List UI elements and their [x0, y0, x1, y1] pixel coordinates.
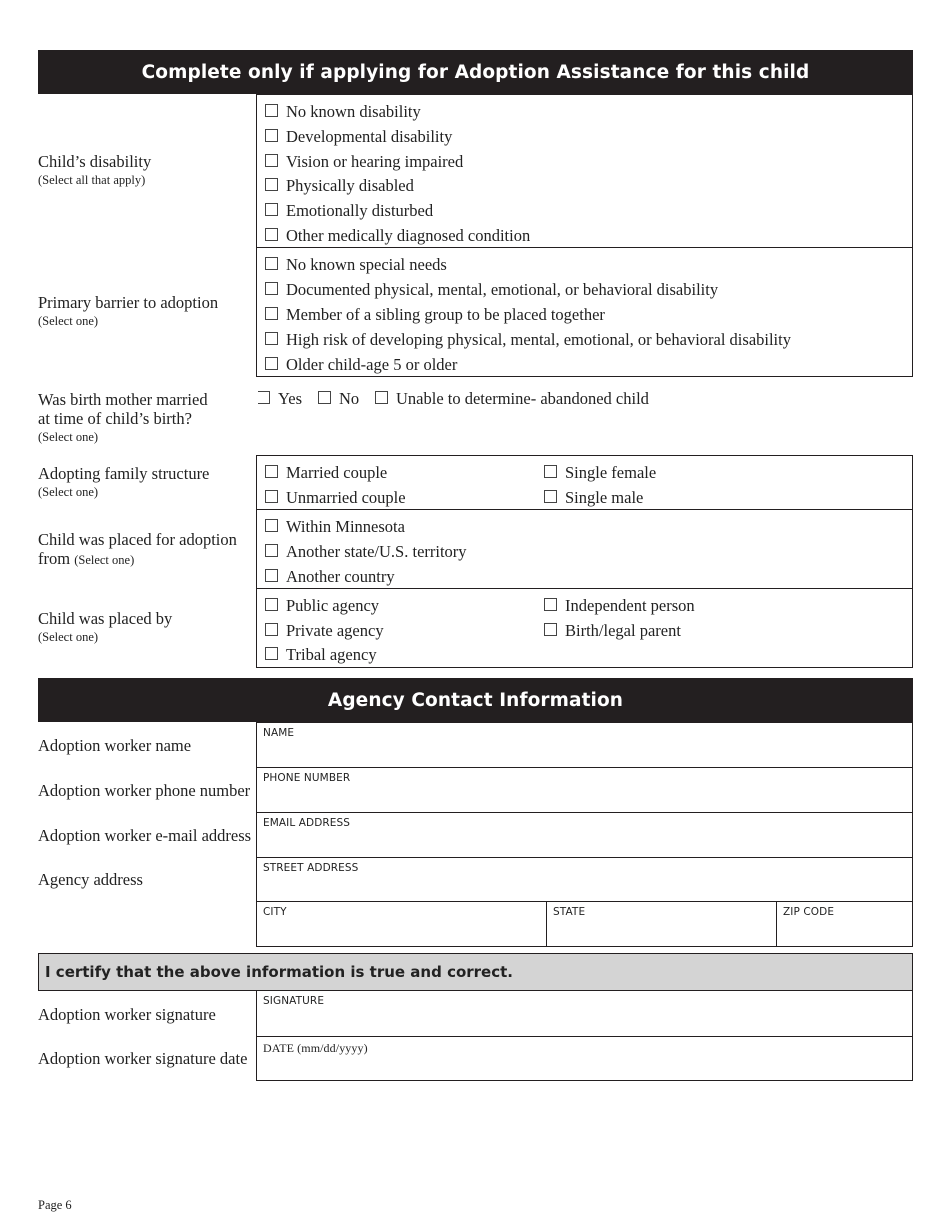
- worker-phone-input[interactable]: [263, 789, 906, 809]
- worker-email-field[interactable]: [256, 812, 913, 858]
- signature-date-field[interactable]: [256, 1036, 913, 1081]
- city-field-label: CITY: [263, 906, 287, 918]
- placed-by-sublabel: (Select one): [38, 630, 99, 644]
- zip-code-field[interactable]: [776, 901, 913, 947]
- family-option-unmarried-couple[interactable]: Unmarried couple: [265, 488, 406, 508]
- placed-from-option-minnesota[interactable]: Within Minnesota: [265, 517, 405, 537]
- birth-mother-options-box: [256, 376, 913, 456]
- family-option-single-female[interactable]: Single female: [544, 463, 656, 483]
- placed-from-option-another-state[interactable]: Another state/U.S. territory: [265, 542, 467, 562]
- checkbox[interactable]: [318, 391, 331, 404]
- disability-label: Child’s disability (Select all that apply): [38, 152, 151, 190]
- barrier-option-older-child[interactable]: Older child-age 5 or older: [265, 355, 457, 375]
- checkbox[interactable]: [265, 569, 278, 582]
- barrier-option-high-risk[interactable]: High risk of developing physical, mental, emotional, or behavioral disability: [265, 330, 791, 350]
- birth-mother-sublabel: (Select one): [38, 430, 99, 444]
- agency-contact-title: Agency Contact Information: [327, 689, 624, 711]
- checkbox[interactable]: [265, 307, 278, 320]
- street-address-field[interactable]: [256, 857, 913, 902]
- city-field[interactable]: [256, 901, 547, 947]
- checkbox[interactable]: [265, 228, 278, 241]
- signature-label: Adoption worker signature: [38, 1005, 216, 1024]
- disability-option-physical[interactable]: Physically disabled: [265, 176, 414, 196]
- signature-input[interactable]: [263, 1013, 906, 1033]
- placed-by-option-birth-legal-parent[interactable]: Birth/legal parent: [544, 621, 681, 641]
- barrier-option-no-special-needs[interactable]: No known special needs: [265, 255, 447, 275]
- adoption-assistance-header: [38, 50, 913, 94]
- checkbox[interactable]: [265, 257, 278, 270]
- certification-statement: I certify that the above information is true and correct.: [38, 953, 913, 991]
- signature-field[interactable]: [256, 990, 913, 1037]
- placed-by-option-private-agency[interactable]: Private agency: [265, 621, 384, 641]
- worker-email-field-label: EMAIL ADDRESS: [263, 817, 351, 829]
- barrier-sublabel: (Select one): [38, 314, 99, 328]
- disability-option-other-medical[interactable]: Other medically diagnosed condition: [265, 226, 530, 246]
- border-mask-left: [256, 377, 258, 455]
- family-option-married-couple[interactable]: Married couple: [265, 463, 387, 483]
- worker-email-label: Adoption worker e-mail address: [38, 826, 252, 845]
- disability-option-none[interactable]: No known disability: [265, 102, 421, 122]
- adoption-assistance-title: Complete only if applying for Adoption Assistance for this child: [141, 61, 810, 83]
- family-structure-options-box: [256, 455, 913, 510]
- birth-mother-option-no[interactable]: No: [318, 389, 359, 409]
- street-address-field-label: STREET ADDRESS: [263, 862, 359, 874]
- checkbox[interactable]: [265, 282, 278, 295]
- checkbox[interactable]: [544, 598, 557, 611]
- placed-by-option-independent-person[interactable]: Independent person: [544, 596, 695, 616]
- agency-contact-header: [38, 678, 913, 722]
- checkbox[interactable]: [265, 623, 278, 636]
- worker-name-label: Adoption worker name: [38, 736, 192, 755]
- state-input[interactable]: [553, 923, 770, 943]
- birth-mother-option-yes[interactable]: Yes: [257, 389, 302, 409]
- family-structure-sublabel: (Select one): [38, 485, 99, 499]
- disability-option-emotional[interactable]: Emotionally disturbed: [265, 201, 433, 221]
- disability-option-vision-hearing[interactable]: Vision or hearing impaired: [265, 152, 463, 172]
- street-address-input[interactable]: [263, 878, 906, 898]
- checkbox[interactable]: [544, 465, 557, 478]
- worker-email-input[interactable]: [263, 834, 906, 854]
- placed-from-options-box: [256, 509, 913, 589]
- checkbox[interactable]: [265, 647, 278, 660]
- placed-from-sublabel: (Select one): [74, 553, 135, 567]
- worker-name-field-label: NAME: [263, 727, 295, 739]
- placed-by-option-public-agency[interactable]: Public agency: [265, 596, 379, 616]
- city-input[interactable]: [263, 923, 540, 943]
- disability-sublabel: (Select all that apply): [38, 173, 146, 187]
- checkbox[interactable]: [544, 623, 557, 636]
- checkbox[interactable]: [265, 598, 278, 611]
- placed-by-label: Child was placed by (Select one): [38, 609, 172, 647]
- signature-date-input[interactable]: [263, 1057, 906, 1077]
- disability-option-developmental[interactable]: Developmental disability: [265, 127, 452, 147]
- checkbox[interactable]: [257, 391, 270, 404]
- checkbox[interactable]: [265, 519, 278, 532]
- placed-by-options-box: [256, 588, 913, 668]
- checkbox[interactable]: [265, 357, 278, 370]
- state-field-label: STATE: [553, 906, 586, 918]
- worker-phone-field-label: PHONE NUMBER: [263, 772, 351, 784]
- state-field[interactable]: [546, 901, 777, 947]
- placed-from-option-another-country[interactable]: Another country: [265, 567, 395, 587]
- border-mask-right: [911, 377, 913, 455]
- birth-mother-label: Was birth mother married at time of child’s birth? (Select one): [38, 390, 208, 447]
- checkbox[interactable]: [375, 391, 388, 404]
- checkbox[interactable]: [265, 104, 278, 117]
- signature-field-label: SIGNATURE: [263, 995, 325, 1007]
- checkbox[interactable]: [265, 203, 278, 216]
- barrier-label: Primary barrier to adoption (Select one): [38, 293, 218, 331]
- page-number: Page 6: [38, 1198, 72, 1212]
- family-option-single-male[interactable]: Single male: [544, 488, 643, 508]
- barrier-option-documented-disability[interactable]: Documented physical, mental, emotional, or behavioral disability: [265, 280, 718, 300]
- zip-code-field-label: ZIP CODE: [783, 906, 835, 918]
- family-structure-label: Adopting family structure (Select one): [38, 464, 209, 502]
- barrier-option-sibling-group[interactable]: Member of a sibling group to be placed together: [265, 305, 605, 325]
- placed-from-label: Child was placed for adoption from (Select one): [38, 530, 237, 568]
- barrier-options-box: [256, 247, 913, 377]
- checkbox[interactable]: [265, 154, 278, 167]
- placed-by-option-tribal-agency[interactable]: Tribal agency: [265, 645, 377, 665]
- checkbox[interactable]: [265, 490, 278, 503]
- checkbox[interactable]: [265, 465, 278, 478]
- signature-date-field-label: DATE (mm/dd/yyyy): [263, 1041, 368, 1055]
- agency-address-label: Agency address: [38, 870, 143, 889]
- checkbox[interactable]: [544, 490, 557, 503]
- checkbox[interactable]: [265, 129, 278, 142]
- zip-code-input[interactable]: [783, 923, 906, 943]
- worker-phone-field[interactable]: [256, 767, 913, 813]
- checkbox[interactable]: [265, 332, 278, 345]
- disability-options-box: [256, 94, 913, 248]
- worker-name-input[interactable]: [263, 744, 906, 764]
- checkbox[interactable]: [265, 544, 278, 557]
- checkbox[interactable]: [265, 178, 278, 191]
- worker-name-field[interactable]: [256, 722, 913, 768]
- worker-phone-label: Adoption worker phone number: [38, 781, 251, 800]
- birth-mother-option-unable[interactable]: Unable to determine- abandoned child: [375, 389, 649, 409]
- signature-date-label: Adoption worker signature date: [38, 1049, 248, 1068]
